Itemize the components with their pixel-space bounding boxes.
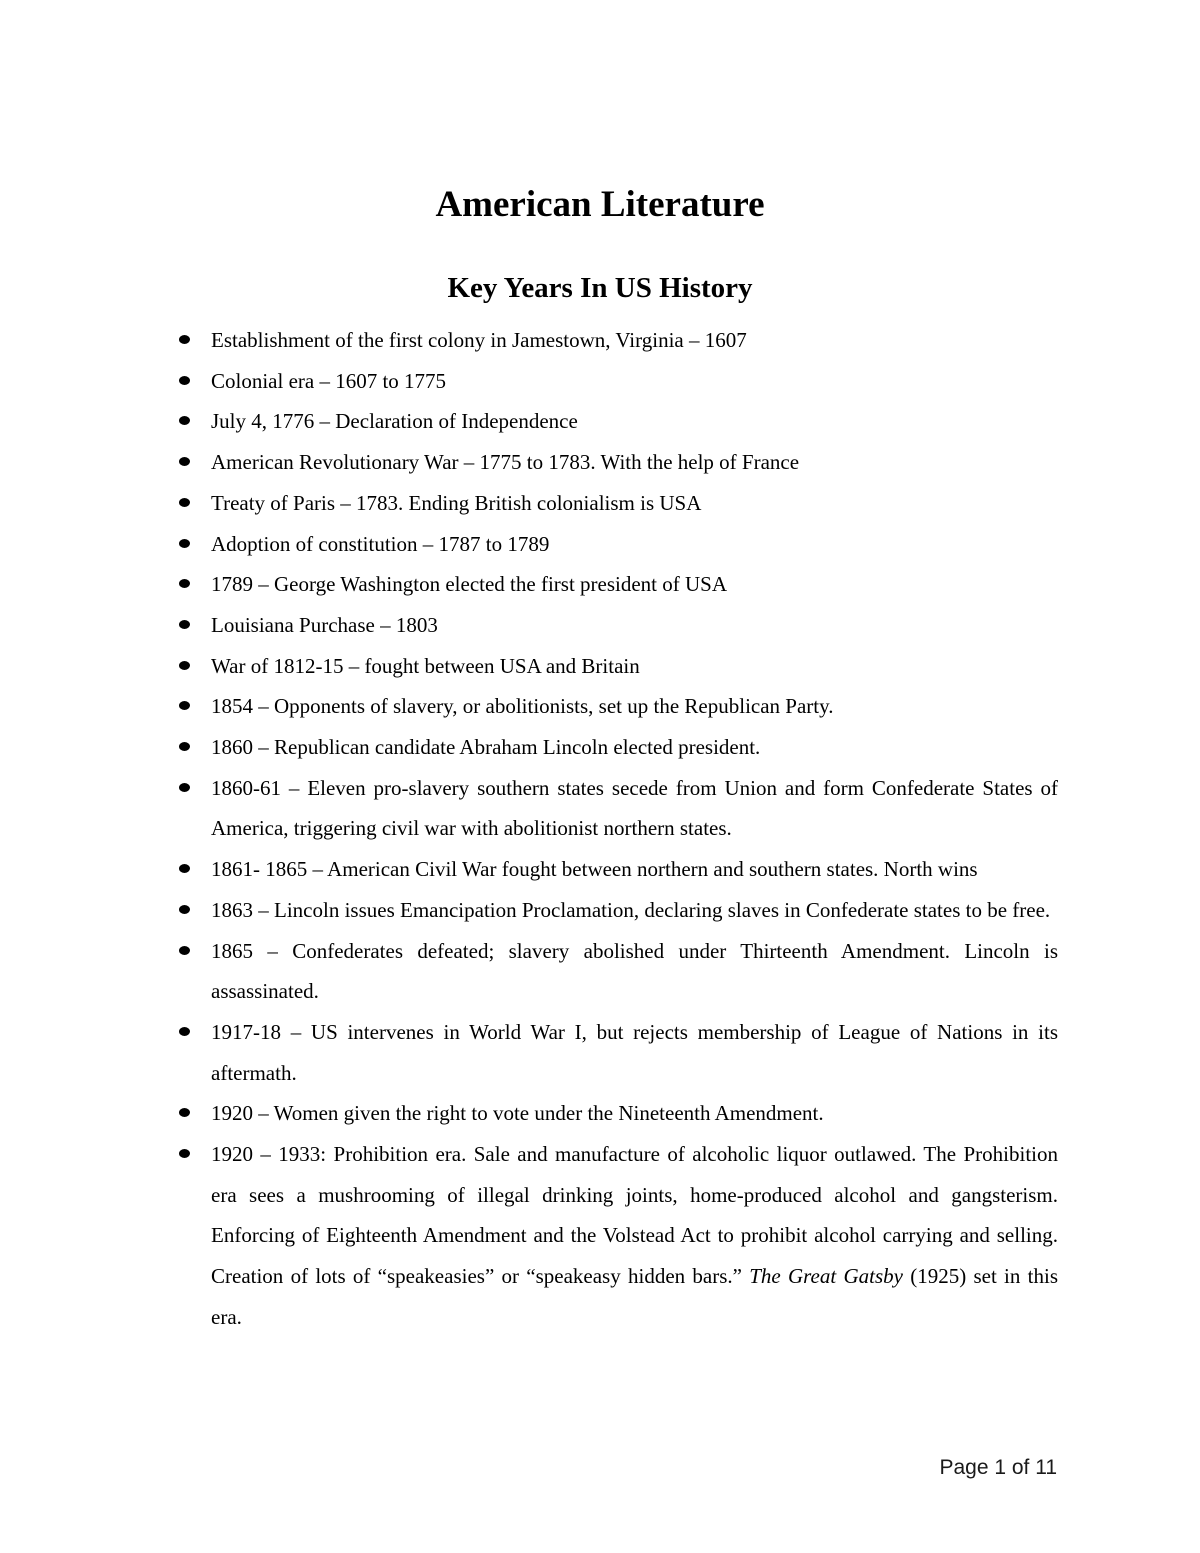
bullet-icon <box>179 620 190 629</box>
list-item <box>174 320 1058 361</box>
list-item-text: War of 1812-15 – fought between USA and Britain <box>211 653 640 678</box>
list-item <box>174 849 1058 890</box>
bullet-icon <box>179 539 190 548</box>
bullet-icon <box>179 701 190 710</box>
bullet-icon <box>179 498 190 507</box>
list-item-text: Adoption of constitution – 1787 to 1789 <box>211 531 550 556</box>
list-item-text: Establishment of the first colony in Jamestown, Virginia – 1607 <box>211 328 747 352</box>
list-item <box>174 931 1058 1012</box>
list-item <box>174 442 1058 483</box>
list-item <box>174 686 1058 727</box>
bullet-icon <box>179 376 190 385</box>
list-item-text: 1854 – Opponents of slavery, or abolitionists, set up the Republican Party. <box>211 694 834 719</box>
list-item-text: Louisiana Purchase – 1803 <box>211 612 438 637</box>
bullet-icon <box>179 1149 190 1158</box>
bullet-icon <box>179 1108 190 1117</box>
bullet-icon <box>179 742 190 751</box>
bullet-icon <box>179 946 190 955</box>
list-item <box>174 768 1058 849</box>
list-item-text: Treaty of Paris – 1783. Ending British colonialism is USA <box>211 490 702 515</box>
bullet-icon <box>179 1027 190 1036</box>
list-item <box>174 1093 1058 1134</box>
bullet-icon <box>179 905 190 914</box>
list-item <box>174 483 1058 524</box>
list-item-text: 1920 – 1933: Prohibition era. Sale and manufacture of alcoholic liquor outlawed. The Prohibition era sees a mushrooming of illegal drinking joints, home-produced alcohol and gangsterism. Enforcing of Eighteenth Amendment and the Volstead Act to prohibit alcohol carrying and selling. Creation of lots of “speakeasies” or “speakeasy hidden bars.” <box>211 1142 1058 1289</box>
bullet-icon <box>179 783 190 792</box>
book-title: The Great Gatsby <box>749 1264 903 1289</box>
list-item-text: 1863 – Lincoln issues Emancipation Proclamation, declaring slaves in Confederate states to be free. <box>211 897 1051 922</box>
list-item-text: Colonial era – 1607 to 1775 <box>211 368 447 393</box>
history-timeline-list <box>174 320 1058 1338</box>
list-item-text: 1860 – Republican candidate Abraham Lincoln elected president. <box>211 735 761 760</box>
bullet-icon <box>179 457 190 466</box>
list-item-text: 1861- 1865 – American Civil War fought between northern and southern states. North wins <box>211 857 978 882</box>
bullet-icon <box>179 661 190 670</box>
list-item-text: 1789 – George Washington elected the first president of USA <box>211 572 728 597</box>
list-item <box>174 646 1058 687</box>
bullet-icon <box>179 864 190 873</box>
list-item-text: 1860-61 – Eleven pro-slavery southern states secede from Union and form Confederate States of America, triggering civil war with abolitionist northern states. <box>211 775 1058 841</box>
list-item <box>174 605 1058 646</box>
page-number: Page 1 of 11 <box>939 1456 1057 1479</box>
list-item <box>174 401 1058 442</box>
list-item-text: American Revolutionary War – 1775 to 1783. With the help of France <box>211 450 800 475</box>
list-item <box>174 727 1058 768</box>
list-item-text: 1865 – Confederates defeated; slavery abolished under Thirteenth Amendment. Lincoln is assassinated. <box>211 938 1058 1004</box>
list-item <box>174 890 1058 931</box>
section-heading: Key Years In US History <box>447 272 753 304</box>
bullet-icon <box>179 579 190 588</box>
list-item <box>174 361 1058 402</box>
list-item-prohibition <box>174 1134 1058 1338</box>
list-item-text: 1920 – Women given the right to vote under the Nineteenth Amendment. <box>211 1101 824 1126</box>
list-item <box>174 564 1058 605</box>
bullet-icon <box>179 335 190 344</box>
bullet-icon <box>179 416 190 425</box>
list-item <box>174 524 1058 565</box>
list-item <box>174 1012 1058 1093</box>
document-title: American Literature <box>435 184 765 225</box>
list-item-text: 1917-18 – US intervenes in World War I, but rejects membership of League of Nations in its aftermath. <box>211 1019 1058 1085</box>
list-item-text-end: (1925) set in this era. <box>211 1264 1058 1329</box>
list-item-text: July 4, 1776 – Declaration of Independence <box>211 409 578 434</box>
